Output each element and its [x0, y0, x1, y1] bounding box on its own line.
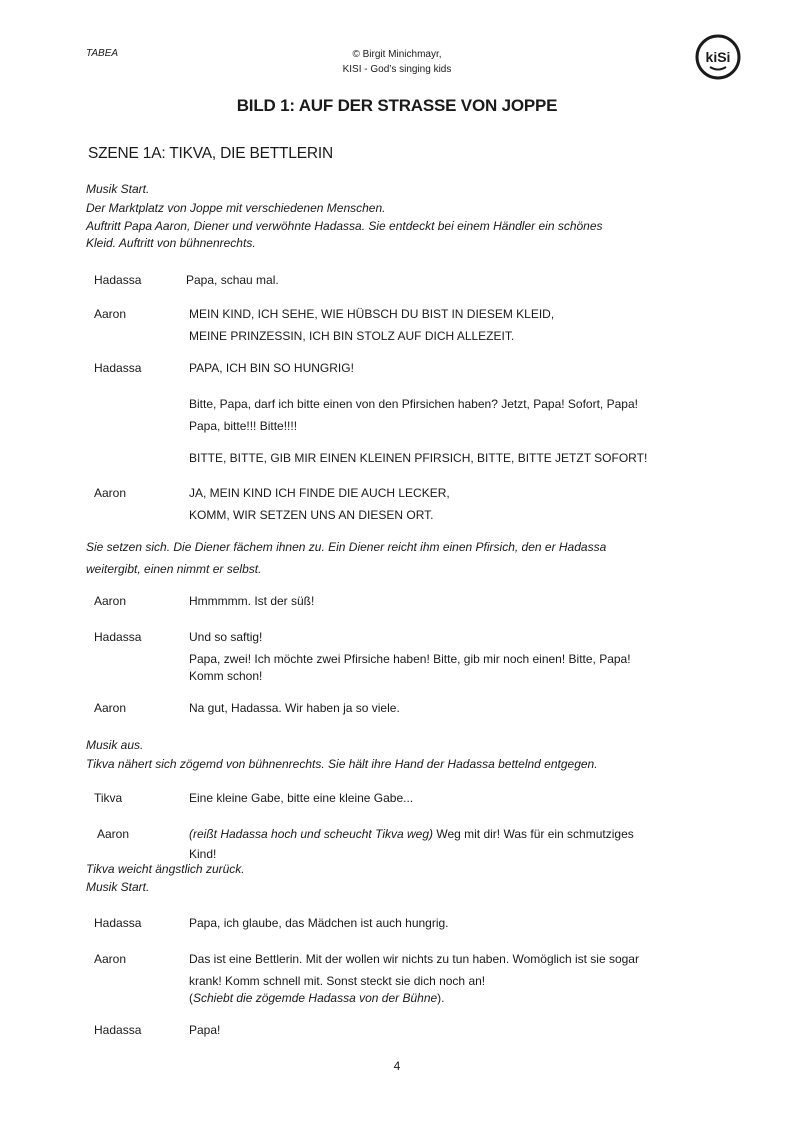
- dialogue-line: MEIN KIND, ICH SEHE, WIE HÜBSCH DU BIST IN DIESEM KLEID,: [189, 307, 555, 321]
- stage-direction: Auftritt Papa Aaron, Diener und verwöhnte Hadassa. Sie entdeckt bei einem Händler ein schönes: [86, 219, 603, 233]
- dialogue-line: [189, 827, 634, 841]
- header-left-title: TABEA: [86, 48, 119, 59]
- speaker-name: Aaron: [94, 594, 127, 608]
- dialogue-line: [189, 991, 445, 1005]
- speaker-name: Aaron: [94, 701, 127, 715]
- scene-title: SZENE 1A: TIKVA, DIE BETTLERIN: [88, 145, 333, 162]
- stage-direction: Musik aus.: [86, 738, 144, 752]
- dialogue-line: Papa!: [189, 1023, 221, 1037]
- header-copyright-line2: KISI - God’s singing kids: [342, 64, 452, 75]
- speaker-name: Aaron: [94, 307, 127, 321]
- dialogue-line: BITTE, BITTE, GIB MIR EINEN KLEINEN PFIRSICH, BITTE, BITTE JETZT SOFORT!: [189, 451, 648, 465]
- stage-direction-inline: Schiebt die zögemde Hadassa von der Bühne: [193, 991, 438, 1005]
- speaker-name: Aaron: [97, 827, 130, 841]
- svg-text:kiSi: kiSi: [705, 49, 731, 65]
- dialogue-text: Weg mit dir! Was für ein schmutziges: [433, 827, 634, 841]
- page-title: BILD 1: AUF DER STRASSE VON JOPPE: [236, 96, 558, 115]
- speaker-name: Hadassa: [94, 630, 142, 644]
- dialogue-line: Papa, ich glaube, das Mädchen ist auch hungrig.: [189, 916, 449, 930]
- page-number: 4: [393, 1059, 401, 1073]
- dialogue-line: Papa, zwei! Ich möchte zwei Pfirsiche haben! Bitte, gib mir noch einen! Bitte, Papa!: [189, 652, 631, 666]
- dialogue-line: PAPA, ICH BIN SO HUNGRIG!: [189, 361, 354, 375]
- stage-direction: weitergibt, einen nimmt er selbst.: [86, 562, 262, 576]
- dialogue-line: KOMM, WIR SETZEN UNS AN DIESEN ORT.: [189, 508, 434, 522]
- header-copyright: [300, 47, 494, 77]
- dialogue-line: Das ist eine Bettlerin. Mit der wollen wir nichts zu tun haben. Womöglich ist sie sogar: [189, 952, 639, 966]
- kisi-logo: [694, 33, 742, 81]
- speaker-name: Hadassa: [94, 1023, 142, 1037]
- stage-direction: Sie setzen sich. Die Diener fächem ihnen zu. Ein Diener reicht ihm einen Pfirsich, den er Hadassa: [86, 540, 607, 554]
- dialogue-line: Komm schon!: [189, 669, 263, 683]
- speaker-name: Hadassa: [94, 273, 142, 287]
- header-copyright-line1: © Birgit Minichmayr,: [352, 49, 442, 60]
- paren-close: ).: [437, 991, 445, 1005]
- stage-direction: Musik Start.: [86, 182, 150, 196]
- stage-direction: Der Marktplatz von Joppe mit verschiedenen Menschen.: [86, 201, 386, 215]
- speaker-name: Hadassa: [94, 361, 142, 375]
- speaker-name: Hadassa: [94, 916, 142, 930]
- dialogue-line: Papa, schau mal.: [186, 273, 279, 287]
- paren-open: (: [189, 991, 193, 1005]
- stage-direction-inline: (reißt Hadassa hoch und scheucht Tikva weg): [189, 827, 434, 841]
- speaker-name: Aaron: [94, 952, 127, 966]
- dialogue-line: Kind!: [189, 847, 217, 861]
- speaker-name: Tikva: [94, 791, 123, 805]
- dialogue-line: Papa, bitte!!! Bitte!!!!: [189, 419, 298, 433]
- dialogue-line: MEINE PRINZESSIN, ICH BIN STOLZ AUF DICH ALLEZEIT.: [189, 329, 515, 343]
- dialogue-line: krank! Komm schnell mit. Sonst steckt sie dich noch an!: [189, 974, 486, 988]
- dialogue-line: Eine kleine Gabe, bitte eine kleine Gabe...: [189, 791, 414, 805]
- stage-direction: Musik Start.: [86, 880, 150, 894]
- stage-direction: Tikva weicht ängstlich zurück.: [86, 862, 245, 876]
- dialogue-line: Bitte, Papa, darf ich bitte einen von den Pfirsichen haben? Jetzt, Papa! Sofort, Papa!: [189, 397, 638, 411]
- dialogue-line: Na gut, Hadassa. Wir haben ja so viele.: [189, 701, 400, 715]
- dialogue-line: JA, MEIN KIND ICH FINDE DIE AUCH LECKER,: [189, 486, 450, 500]
- stage-direction: Kleid. Auftritt von bühnenrechts.: [86, 236, 256, 250]
- stage-direction: Tikva nähert sich zögemd von bühnenrechts. Sie hält ihre Hand der Hadassa bettelnd entgegen.: [86, 757, 598, 771]
- dialogue-line: Und so saftig!: [189, 630, 263, 644]
- speaker-name: Aaron: [94, 486, 127, 500]
- dialogue-line: Hmmmmm. Ist der süß!: [189, 594, 315, 608]
